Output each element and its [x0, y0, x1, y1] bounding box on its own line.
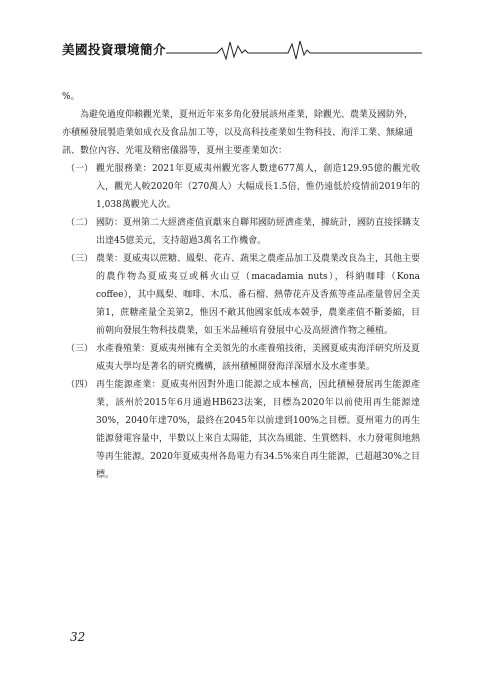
list-item-text: 水產養殖業：夏威夷州擁有全美領先的水產養殖技術，美國夏威夷海洋研究所及夏威夷大學均是著名的研究機構，該州積極開發海洋深層水及水產事業。 [96, 344, 421, 372]
page-header [62, 38, 422, 62]
list-item-number: （三） [66, 254, 94, 264]
document-body [62, 88, 420, 484]
list-item-number: （一） [66, 164, 94, 174]
list-item-text: 再生能源產業：夏威夷州因對外進口能源之成本極高，因此積極發展再生能源產業，該州於2015年6月通過HB623法案，目標為2020年以前使用再生能源達30%，2040年達70%，最終在2045年以前達到100%之目標。夏州電力的再生能源發電容量中，半數以上來自太陽能，其次為風能、生質燃料、水力發電與地熱等再生能源。2020年夏威夷州各島電力有34.5%來自再生能源，已超越30%之目標。 [96, 380, 421, 480]
list-item [62, 214, 420, 250]
list-item-text: 農業：夏威夷以蔗糖、鳳梨、花卉、蔬果之農產品加工及農業改良為主，其他主要的農作物為夏威夷豆或稱火山豆（macadamia nuts），科納咖啡（Kona coffee），其中鳳梨、咖啡、木瓜、番石榴、熱帶花卉及香蕉等產品產量曾居全美第1，蔗糖產量全美第2，惟因不敵其他國家低成本競爭，農業產值不斷萎縮，目前朝向發展生物科技農業，如玉米品種培育發展中心及高經濟作物之種植。 [96, 254, 421, 336]
list-item-number: （三） [66, 344, 94, 354]
list-item-text: 國防：夏州第二大經濟產值貢獻來自聯邦國防經濟產業，據統計，國防直接採購支出達45億美元，支持超過3萬名工作機會。 [96, 218, 421, 246]
page-number: 32 [70, 630, 86, 644]
list-item-number: （二） [66, 218, 94, 228]
list-item-number: （四） [66, 380, 94, 390]
list-item [62, 160, 420, 214]
list-item [62, 250, 420, 340]
list-item [62, 340, 420, 376]
intro-paragraph: 為避免過度仰賴觀光業，夏州近年來多角化發展該州產業，除觀光、農業及國防外，亦積極發展製造業如成衣及食品加工等，以及高科技產業如生物科技、海洋工業、無線通訊、數位內容、光電及精密儀器等，夏州主要產業如次： [62, 110, 414, 156]
list-item-text: 觀光服務業：2021年夏威夷州觀光客人數達677萬人，創造129.95億的觀光收入，觀光人較2020年（270萬人）大幅成長1.5倍，惟仍遠低於疫情前2019年的1,038萬觀光人次。 [96, 164, 420, 210]
paragraph-fragment: %。 [62, 92, 80, 102]
list-item [62, 376, 420, 484]
header-title: 美國投資環境簡介 [62, 42, 167, 57]
